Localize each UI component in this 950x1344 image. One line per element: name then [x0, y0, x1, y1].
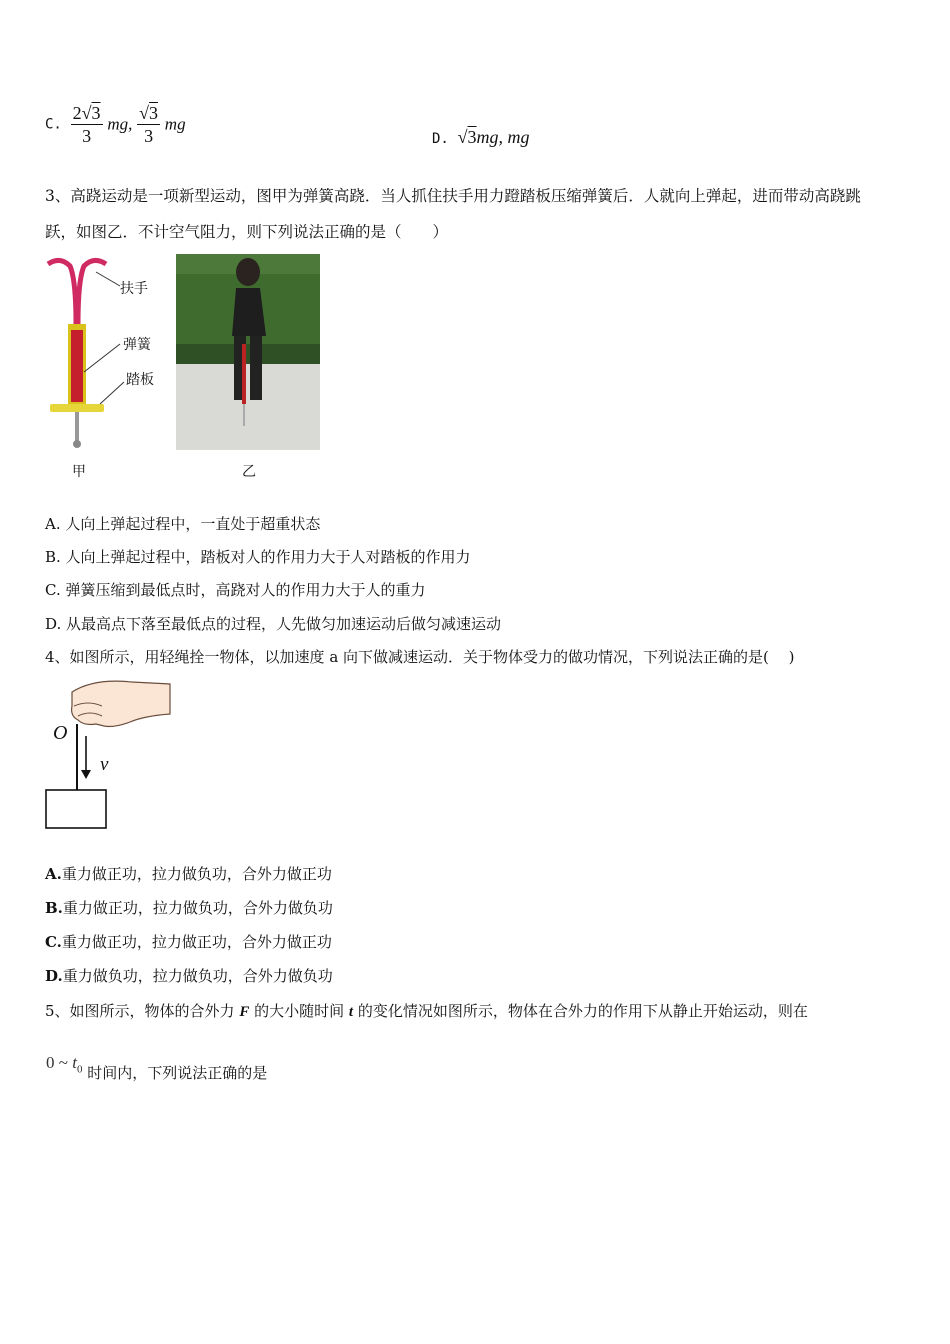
q3-option-a: A. 人向上弹起过程中，一直处于超重状态 — [45, 515, 321, 533]
pogo-photo — [176, 254, 320, 450]
label-yi: 乙 — [242, 464, 256, 480]
label-spring: 弹簧 — [123, 337, 151, 353]
fraction-2sqrt3-over-3: $\frac{2√3}{3}$ — [72, 103, 101, 146]
mg-text-2: mg — [164, 114, 186, 134]
option-c-label: C. — [45, 116, 62, 133]
q5-stem-line1: 5、如图所示，物体的合外力 F 的大小随时间 t 的变化情况如图所示，物体在合外力的作用下从静止开始运动，则在 — [45, 1002, 808, 1020]
point-o-label: O — [53, 722, 68, 744]
time-range: 0 ~ $t_0$ — [46, 1053, 83, 1076]
label-handle: 扶手 — [120, 281, 148, 297]
q3-stem-line1: 3、高跷运动是一项新型运动，图甲为弹簧高跷．当人抓住扶手用力蹬踏板压缩弹簧后．人就向上弹起，进而带动高跷跳 — [45, 187, 861, 205]
q5-stem-line2: 0 ~ $t_0$ 时间内，下列说法正确的是 — [46, 1053, 268, 1082]
velocity-v-label: v — [100, 754, 109, 775]
q3-stem-line2: 跃，如图乙．不计空气阻力，则下列说法正确的是（ ） — [45, 223, 449, 241]
q3-option-c: C. 弹簧压缩到最低点时，高跷对人的作用力大于人的重力 — [45, 581, 426, 599]
label-pedal: 踏板 — [126, 372, 154, 388]
q2-option-d — [432, 127, 530, 148]
fraction-sqrt3-over-3: $\frac{√3}{3}$ — [139, 103, 159, 146]
pogo-stick-figure — [40, 252, 170, 482]
q2-option-c — [45, 102, 186, 158]
q4-stem: 4、如图所示，用轻绳拴一物体，以加速度 a 向下做减速运动．关于物体受力的做功情况，下列说法正确的是( ) — [45, 648, 795, 666]
label-jia: 甲 — [72, 464, 86, 480]
option-d-expression: √3mg, mg — [457, 127, 530, 147]
mg-text-1: mg, — [107, 114, 133, 134]
q4-option-c: C.重力做正功，拉力做正功，合外力做正功 — [45, 933, 332, 951]
hand-rope-block-figure — [44, 676, 174, 832]
q3-option-d: D. 从最高点下落至最低点的过程，人先做匀加速运动后做匀减速运动 — [45, 615, 502, 633]
q3-option-b: B. 人向上弹起过程中，踏板对人的作用力大于人对踏板的作用力 — [45, 548, 471, 566]
q4-option-b: B.重力做正功，拉力做负功，合外力做负功 — [45, 899, 333, 917]
q4-option-d: D.重力做负功，拉力做负功，合外力做负功 — [45, 967, 333, 985]
option-d-label: D. — [432, 131, 449, 147]
q4-option-a: A.重力做正功，拉力做负功，合外力做正功 — [45, 865, 332, 883]
